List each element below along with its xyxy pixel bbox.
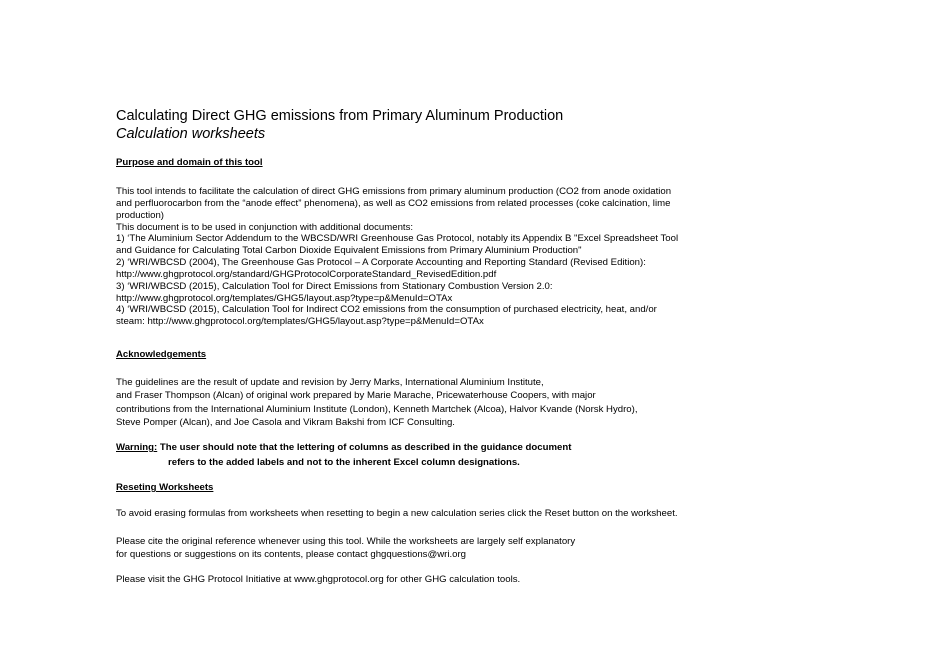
- document-subtitle: Calculation worksheets: [116, 126, 266, 142]
- visit-text: Please visit the GHG Protocol Initiative at www.ghgprotocol.org for other GHG calculation tools.: [116, 574, 521, 585]
- purpose-line: and perfluorocarbon from the “anode effect” phenomena), as well as CO2 emissions from related processes (coke calcination, lime: [116, 197, 671, 209]
- cite-line: Please cite the original reference whenever using this tool. While the worksheets are largely self explanatory: [116, 536, 576, 547]
- cite-line-contact: for questions or suggestions on its contents, please contact ghgquestions@wri.org: [116, 549, 466, 560]
- reseting-heading: Reseting Worksheets: [116, 482, 214, 493]
- reference-1-line: 1) ‘The Aluminium Sector Addendum to the WBCSD/WRI Greenhouse Gas Protocol, notably its Appendix B "Excel Spreadsheet Tool: [116, 233, 679, 245]
- reference-1-line: and Guidance for Calculating Total Carbon Dioxide Equivalent Emissions from Primary Aluminium Production": [116, 245, 582, 257]
- reseting-text: To avoid erasing formulas from worksheets when resetting to begin a new calculation series click the Reset button on the worksheet.: [116, 508, 678, 519]
- acknowledgements-line: and Fraser Thompson (Alcan) of original work prepared by Marie Marache, Pricewaterhouse Coopers, with major: [116, 390, 596, 402]
- warning-text-line-1: The user should note that the lettering of columns as described in the guidance document: [157, 442, 572, 453]
- reference-3-line: 3) ‘WRI/WBCSD (2015), Calculation Tool for Direct Emissions from Stationary Combustion Version 2.0:: [116, 280, 553, 292]
- cite-paragraph: [116, 535, 575, 561]
- acknowledgements-paragraph: [116, 376, 638, 429]
- acknowledgements-line: contributions from the International Aluminium Institute (London), Kenneth Martchek (Alcoa), Halvor Kvande (Norsk Hydro),: [116, 403, 638, 415]
- warning-block: [116, 440, 571, 470]
- acknowledgements-line: The guidelines are the result of update and revision by Jerry Marks, International Aluminium Institute,: [116, 377, 544, 388]
- warning-text-line-2: refers to the added labels and not to the inherent Excel column designations.: [168, 457, 520, 468]
- purpose-line: production): [116, 209, 164, 221]
- purpose-heading: Purpose and domain of this tool: [116, 157, 263, 168]
- reference-4-line: 4) ‘WRI/WBCSD (2015), Calculation Tool for Indirect CO2 emissions from the consumption of purchased electricity, heat, and/or: [116, 304, 657, 316]
- reference-2-url: http://www.ghgprotocol.org/standard/GHGProtocolCorporateStandard_RevisedEdition.pdf: [116, 268, 497, 280]
- warning-label: Warning:: [116, 442, 158, 453]
- acknowledgements-line: Steve Pomper (Alcan), and Joe Casola and Vikram Bakshi from ICF Consulting.: [116, 416, 455, 428]
- reference-3-url: http://www.ghgprotocol.org/templates/GHG5/layout.asp?type=p&MenuId=OTAx: [116, 292, 453, 304]
- reference-2-line: 2) ‘WRI/WBCSD (2004), The Greenhouse Gas Protocol – A Corporate Accounting and Reporting Standard (Revised Edition):: [116, 257, 646, 269]
- purpose-line: This document is to be used in conjunction with additional documents:: [116, 221, 414, 233]
- acknowledgements-heading: Acknowledgements: [116, 349, 207, 360]
- purpose-paragraph: [116, 186, 678, 328]
- reference-4-url: steam: http://www.ghgprotocol.org/templates/GHG5/layout.asp?type=p&MenuId=OTAx: [116, 316, 484, 328]
- purpose-line: This tool intends to facilitate the calculation of direct GHG emissions from primary aluminum production (CO2 from anode oxidation: [116, 186, 672, 197]
- document-title: Calculating Direct GHG emissions from Primary Aluminum Production: [116, 108, 564, 124]
